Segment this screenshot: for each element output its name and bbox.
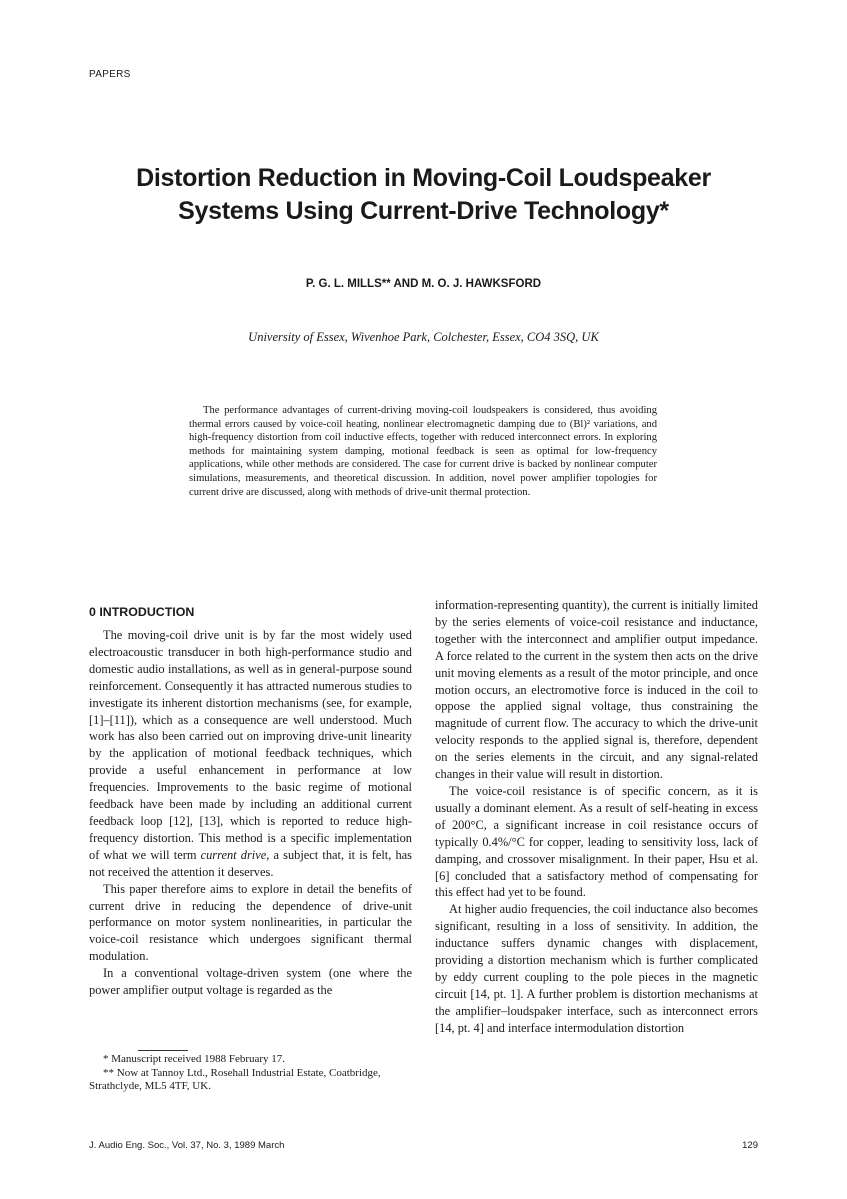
paragraph-3-continued: information-representing quantity), the current is initially limited by the series elements of voice-coil resistance and inductance, together with the interconnect and amplifier output impedance. A force related to the current in the system then acts on the drive unit moving elements as a result of the motor principle, and once motion occurs, an electromotive force is induced in the coil to oppose the applied signal voltage, thus constraining the magnitude of current flow. The accuracy to which the drive-unit velocity responds to the applied signal is, therefore, dependent on the series elements in the circuit, and any signal-related changes in their value will result in distortion. [435, 598, 758, 782]
page-number: 129 [742, 1140, 758, 1151]
footnotes [89, 1053, 412, 1094]
title-line-1: Distortion Reduction in Moving-Coil Loudspeaker [136, 164, 711, 192]
paper-title [60, 162, 787, 228]
paragraph-4: The voice-coil resistance is of specific concern, as it is usually a dominant element. As a result of self-heating in excess of 200°C, a significant increase in coil resistance occurs of typically 0.4%/°C for copper, leading to sensitivity loss, lack of damping, and crossover misalignment. In their paper, Hsu et al. [6] concluded that a satisfactory method of compensating for this effect had yet to be found. [435, 783, 758, 900]
title-line-2: Systems Using Current-Drive Technology* [178, 197, 669, 225]
body-column-left [89, 597, 412, 999]
journal-citation: J. Audio Eng. Soc., Vol. 37, No. 3, 1989 March [89, 1140, 285, 1151]
authors: P. G. L. MILLS** AND M. O. J. HAWKSFORD [305, 278, 542, 290]
section-heading-introduction: 0 INTRODUCTION [89, 605, 195, 619]
body-column-right [435, 597, 758, 1037]
section-tag: PAPERS [89, 69, 131, 80]
footnote-address: ** Now at Tannoy Ltd., Rosehall Industrial Estate, Coatbridge, Strathclyde, ML5 4TF, UK. [89, 1066, 381, 1093]
abstract: The performance advantages of current-driving moving-coil loudspeakers is considered, thus avoiding thermal errors caused by voice-coil heating, nonlinear electromagnetic damping due to (Bl)² variations, and high-frequency distortion from coil inductive effects, together with reduced interconnect errors. In exploring methods for maintaining system damping, motional feedback is seen as optimal for low-frequency applications, while other methods are considered. The case for current drive is backed by nonlinear computer simulations, measurements, and theoretical discussion. In addition, novel power amplifier topologies for current drive are discussed, along with methods of drive-unit thermal protection. [189, 405, 657, 498]
paragraph-5: At higher audio frequencies, the coil inductance also becomes significant, resulting in a loss of sensitivity. In addition, the inductance suffers dynamic changes with displacement, providing a distortion mechanism which is further complicated by eddy current coupling to the pole pieces in the magnetic circuit [14, pt. 1]. A further problem is distortion mechanisms at the amplifier–loudspaker interface, such as interconnect errors [14, pt. 4] and interface intermodulation distortion [435, 902, 758, 1035]
paragraph-3: In a conventional voltage-driven system (one where the power amplifier output voltage is regarded as the [89, 966, 412, 998]
paragraph-1: The moving-coil drive unit is by far the most widely used electroacoustic transducer in both high-performance studio and domestic audio installations, as well as in general-purpose sound reinforcement. Consequently it has attracted numerous studies to investigate its inherent distortion mechanisms (see, for example, [1]–[11]), which as a consequence are well understood. Much work has also been carried out on improving drive-unit linearity by the application of motional feedback techniques, which provide a useful enhancement in performance at low frequencies. Improvements to the basic regime of motional feedback have been made by including an additional current feedback loop [12], [13], which is reported to reduce high-frequency distortion. This method is a specific implementation of what we will term current drive, a subject that, it is felt, has not received the attention it deserves. [89, 628, 412, 879]
paragraph-2: This paper therefore aims to explore in detail the benefits of current drive in reducing the dependence of drive-unit performance on motor system nonlinearities, in particular the voice-coil resistance which undergoes significant thermal modulation. [89, 881, 412, 964]
footnote-divider [138, 1050, 188, 1051]
footnote-manuscript: * Manuscript received 1988 February 17. [103, 1053, 286, 1065]
emphasis-current-drive: current drive [200, 847, 267, 862]
affiliation: University of Essex, Wivenhoe Park, Colchester, Essex, CO4 3SQ, UK [248, 330, 599, 344]
